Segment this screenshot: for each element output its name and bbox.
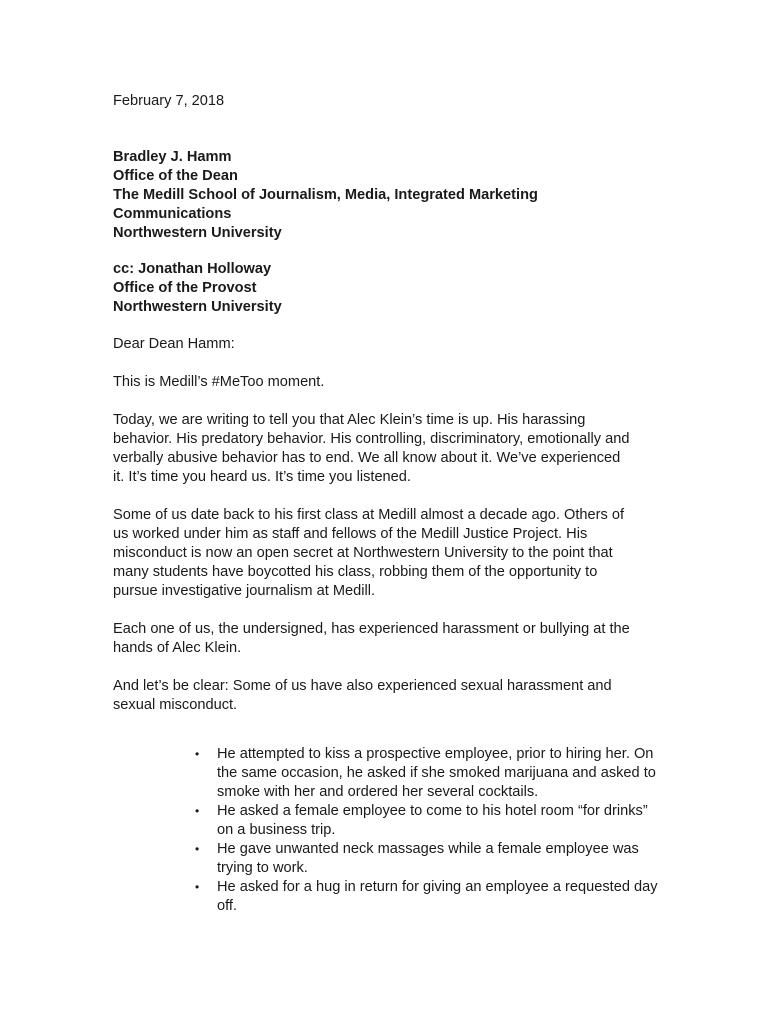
paragraph-metoo: This is Medill’s #MeToo moment.	[113, 374, 325, 390]
recipient-school: The Medill School of Journalism, Media, Integrated Marketing	[113, 187, 538, 203]
paragraph-time-is-up: Today, we are writing to tell you that Alec Klein’s time is up. His harassing behavior. His predatory behavior. His controlling, discriminatory, emotionally and verbally abusive behavior has to end. We all know about it. We’ve experienced it. It’s time you heard us. It’s time you listened.	[113, 412, 630, 485]
list-item	[195, 802, 665, 840]
paragraph-be-clear: And let’s be clear: Some of us have also experienced sexual harassment and sexual misconduct.	[113, 678, 612, 713]
recipient-school-cont: Communications	[113, 206, 232, 222]
list-item	[195, 878, 665, 916]
recipient-university: Northwestern University	[113, 225, 282, 241]
salutation: Dear Dean Hamm:	[113, 336, 235, 352]
recipient-office: Office of the Dean	[113, 168, 238, 184]
cc-office: Office of the Provost	[113, 280, 257, 296]
bullet-icon: •	[195, 804, 200, 818]
list-item	[195, 840, 665, 878]
cc-university: Northwestern University	[113, 299, 282, 315]
bullet-icon: •	[195, 842, 200, 856]
cc-block	[113, 260, 673, 317]
list-item-text: He gave unwanted neck massages while a female employee was trying to work.	[217, 841, 639, 876]
misconduct-list	[195, 745, 665, 916]
letter-date: February 7, 2018	[113, 93, 225, 109]
recipient-block	[113, 148, 673, 243]
letter-page	[113, 92, 673, 916]
list-item-text: He asked a female employee to come to his hotel room “for drinks” on a business trip.	[217, 803, 648, 838]
bullet-icon: •	[195, 747, 200, 761]
paragraph-history: Some of us date back to his first class at Medill almost a decade ago. Others of us worked under him as staff and fellows of the Medill Justice Project. His misconduct is now an open secret at Northwestern University to the point that many students have boycotted his class, robbing them of the opportunity to pursue investigative journalism at Medill.	[113, 507, 625, 599]
bullet-icon: •	[195, 880, 200, 894]
paragraph-undersigned: Each one of us, the undersigned, has experienced harassment or bullying at the hands of Alec Klein.	[113, 621, 630, 656]
list-item-text: He asked for a hug in return for giving an employee a requested day off.	[217, 879, 658, 914]
list-item	[195, 745, 665, 802]
cc-name: cc: Jonathan Holloway	[113, 261, 272, 277]
list-item-text: He attempted to kiss a prospective employee, prior to hiring her. On the same occasion, he asked if she smoked marijuana and asked to smoke with her and ordered her several cocktails.	[217, 746, 656, 800]
recipient-name: Bradley J. Hamm	[113, 149, 232, 165]
